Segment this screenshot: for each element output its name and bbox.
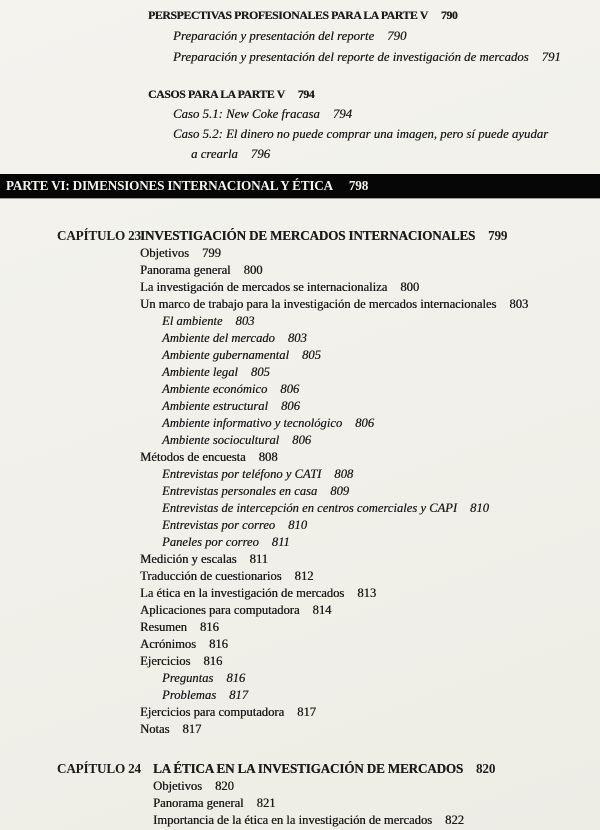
toc-entry-row (0, 262, 600, 279)
entry-text: Problemas (162, 688, 217, 702)
page-number: 816 (208, 637, 228, 651)
page-number: 816 (203, 654, 223, 668)
toc-entry-row (0, 296, 600, 313)
page-number: 806 (280, 382, 300, 396)
toc-entry-row (0, 26, 600, 47)
page-number: 811 (249, 552, 268, 566)
toc-entry-row (0, 124, 600, 144)
toc-entry-row (0, 330, 600, 347)
toc-entry-row (0, 704, 600, 721)
entry-text: Ambiente económico (162, 382, 268, 396)
toc-entry-row (0, 619, 600, 636)
entry-text: Entrevistas personales en casa (162, 484, 318, 498)
chapter-title: LA ÉTICA EN LA INVESTIGACIÓN DE MERCADOS (153, 761, 464, 776)
toc-entry-row (0, 449, 600, 466)
entry-text: Ejercicios para computadora (140, 705, 285, 719)
toc-entry-row (0, 551, 600, 568)
toc-entry-row (0, 104, 600, 124)
page-number: 822 (445, 813, 464, 827)
toc-entry-row (0, 636, 600, 653)
toc-entry-row (0, 144, 600, 164)
entry-text: Ambiente gubernamental (162, 348, 289, 362)
page-number: 806 (280, 399, 300, 413)
toc-entry-row (0, 432, 600, 449)
page-number: 816 (199, 620, 219, 634)
toc-entry-row (0, 313, 600, 330)
page-number: 790 (387, 29, 407, 43)
entry-text: Caso 5.1: New Coke fracasa (173, 107, 320, 121)
page-number: 812 (294, 569, 314, 583)
part-vi-banner (0, 174, 600, 198)
toc-entry-row (0, 687, 600, 704)
entry-text: Importancia de la ética en la investigación de mercados (153, 813, 433, 827)
page-number: 808 (258, 450, 278, 464)
toc-entry-row (0, 812, 600, 829)
entry-text: Ambiente informativo y tecnológico (162, 416, 343, 430)
chapter-title: INVESTIGACIÓN DE MERCADOS INTERNACIONALES (140, 228, 476, 243)
toc-entry-row (0, 47, 600, 68)
page-number: 803 (287, 331, 307, 345)
entry-text: a crearla (191, 147, 238, 161)
toc-entry-row (0, 653, 600, 670)
entry-text: Caso 5.2: El dinero no puede comprar una imagen, pero sí puede ayudar (173, 127, 549, 141)
toc-entry-row (0, 398, 600, 415)
chapter-block (0, 227, 600, 738)
toc-entry-row (0, 500, 600, 517)
entry-text: Objetivos (153, 779, 202, 793)
part-banner-page-number: 798 (348, 178, 369, 193)
chapter-block (0, 760, 600, 829)
entry-text: Traducción de cuestionarios (140, 569, 282, 583)
entry-text: Métodos de encuesta (140, 450, 246, 464)
page-number: 808 (334, 467, 354, 481)
toc-entry-row (0, 534, 600, 551)
page-number: 820 (214, 779, 234, 793)
page-number: 806 (292, 433, 312, 447)
toc-entry-row (0, 778, 600, 795)
entry-text: Medición y escalas (140, 552, 237, 566)
entry-text: Acrónimos (140, 637, 196, 651)
page-number: 791 (541, 50, 561, 64)
toc-entry-row (0, 245, 600, 262)
entry-text: Ambiente estructural (162, 399, 268, 413)
page-number: 794 (332, 107, 353, 121)
page-number: 803 (235, 314, 255, 328)
entry-text: Entrevistas de intercepción en centros comerciales y CAPI (162, 501, 458, 515)
heading-text: PERSPECTIVAS PROFESIONALES PARA LA PARTE V (148, 8, 428, 22)
chapter-heading (0, 227, 600, 245)
entry-text: Ejercicios (140, 654, 191, 668)
page-number: 800 (243, 263, 263, 277)
page-number: 817 (297, 705, 316, 719)
page-number: 805 (301, 348, 321, 362)
page-number: 800 (400, 280, 420, 294)
page-number: 806 (355, 416, 375, 430)
page-number: 814 (312, 603, 332, 617)
page-number: 813 (357, 586, 377, 600)
toc-entry-row (0, 466, 600, 483)
entry-text: La investigación de mercados se internacionaliza (140, 280, 388, 294)
page-number: 799 (201, 246, 221, 260)
entry-text: Preguntas (162, 671, 214, 685)
front-section (0, 84, 600, 164)
toc-entry-row (0, 721, 600, 738)
toc-entry-row (0, 517, 600, 534)
page-number: 796 (250, 147, 270, 161)
front-section (0, 5, 600, 68)
entry-text: Preparación y presentación del reporte (173, 29, 375, 43)
entry-text: Ambiente legal (162, 365, 238, 379)
entry-text: Aplicaciones para computadora (140, 603, 300, 617)
page-number: 803 (509, 297, 529, 311)
chapter-label: CAPÍTULO 23 (57, 228, 141, 243)
toc-entry-row (0, 585, 600, 602)
toc-entry-row (0, 347, 600, 364)
page-number: 809 (330, 484, 350, 498)
toc-entry-row (0, 602, 600, 619)
section-heading (0, 5, 600, 26)
entry-text: El ambiente (162, 314, 223, 328)
page-number: 817 (229, 688, 248, 702)
entry-text: Un marco de trabajo para la investigación de mercados internacionales (140, 297, 497, 311)
part-banner-title: PARTE VI: DIMENSIONES INTERNACIONAL Y ÉTICA (6, 178, 333, 193)
page-number: 811 (271, 535, 290, 549)
entry-text: Preparación y presentación del reporte de investigación de mercados (173, 50, 529, 64)
entry-text: Objetivos (140, 246, 189, 260)
front-matter-sections (0, 0, 600, 164)
page-number: 817 (182, 722, 202, 736)
toc-entry-row (0, 415, 600, 432)
entry-text: Entrevistas por correo (162, 518, 276, 532)
toc-entry-row (0, 568, 600, 585)
entry-text: Panorama general (140, 263, 231, 277)
toc-entry-row (0, 670, 600, 687)
page-number: 810 (288, 518, 307, 532)
entry-text: Resumen (140, 620, 187, 634)
entry-text: Notas (140, 722, 170, 736)
page-number: 810 (470, 501, 489, 515)
toc-entry-row (0, 795, 600, 812)
page-number: 799 (488, 228, 508, 243)
entry-text: Entrevistas por teléfono y CATI (162, 467, 322, 481)
page-number: 805 (250, 365, 270, 379)
toc-entry-row (0, 483, 600, 500)
heading-text: CASOS PARA LA PARTE V (148, 87, 285, 101)
chapter-label: CAPÍTULO 24 (57, 761, 141, 776)
entry-text: Ambiente del mercado (162, 331, 275, 345)
entry-text: La ética en la investigación de mercados (140, 586, 345, 600)
chapter-heading (0, 760, 600, 778)
page-number: 794 (297, 87, 315, 101)
toc-entry-row (0, 381, 600, 398)
page-number: 820 (476, 761, 496, 776)
entry-text: Panorama general (153, 796, 244, 810)
toc-entry-row (0, 364, 600, 381)
entry-text: Ambiente sociocultural (162, 433, 280, 447)
entry-text: Paneles por correo (162, 535, 259, 549)
page-number: 790 (440, 8, 458, 22)
chapter-sections (0, 227, 600, 829)
page-number: 816 (226, 671, 246, 685)
page-number: 821 (256, 796, 276, 810)
section-heading (0, 84, 600, 104)
toc-entry-row (0, 279, 600, 296)
